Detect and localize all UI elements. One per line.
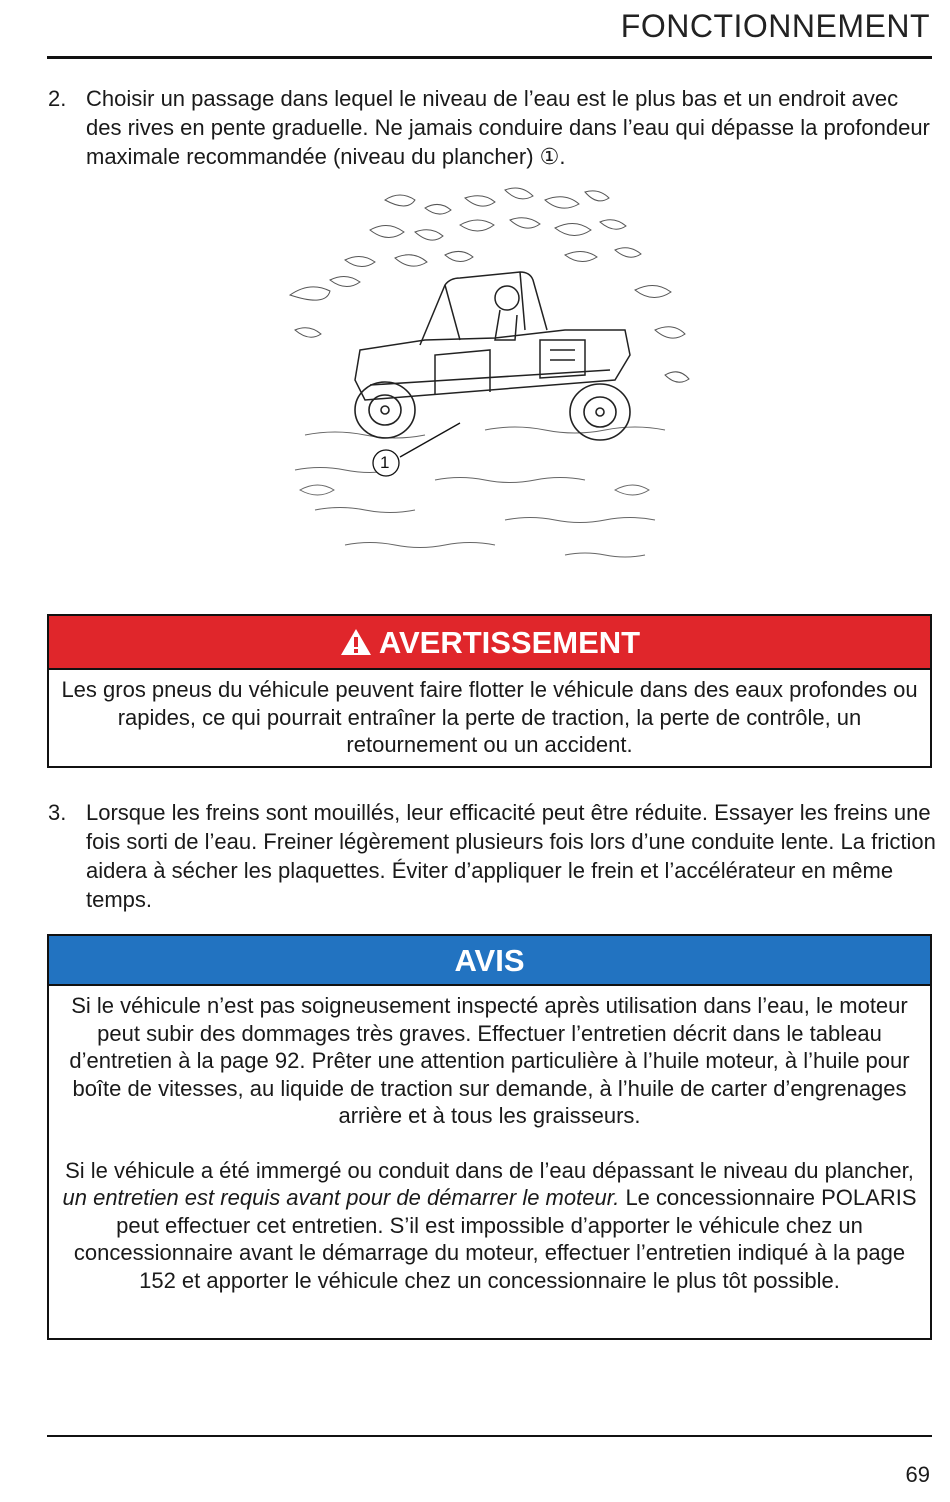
utv-water-crossing-illustration <box>285 180 695 575</box>
notice-paragraph-1: Si le véhicule n’est pas soigneusement inspecté après utilisation dans l’eau, le moteur peut subir des dommages très graves. Effectuer l’entretien décrit dans le tableau d’entretien à la page 92. Prêter une attention particulière à l’huile moteur, à l’huile pour boîte de vitesses, au liquide de traction sur demande, à l’huile de carter d’engrenages arrière et à tous les graisseurs. <box>69 993 910 1128</box>
warning-box <box>47 614 932 768</box>
section-title: FONCTIONNEMENT <box>620 8 930 44</box>
water-ripples <box>295 427 665 557</box>
notice-body <box>49 986 930 1300</box>
notice-paragraph-2 <box>59 1157 920 1295</box>
utv-wheels <box>355 382 630 440</box>
step-number: 2. <box>48 86 67 111</box>
utv-vehicle <box>355 272 630 400</box>
notice-box <box>47 934 932 1340</box>
step-3 <box>48 798 938 914</box>
step-text: Lorsque les freins sont mouillés, leur efficacité peut être réduite. Essayer les freins une fois sorti de l’eau. Freiner légèrement plusieurs fois lors d’une conduite lente. La friction aidera à sécher les plaquettes. Éviter d’appliquer le frein et l’accélérateur en même temps. <box>86 800 936 912</box>
page-number: 69 <box>905 1462 930 1487</box>
step-text: Choisir un passage dans lequel le niveau de l’eau est le plus bas et un endroit avec des rives en pente graduelle. Ne jamais conduire dans l’eau qui dépasse la profondeur maximale recommandée (niveau du plancher) ①. <box>86 86 930 169</box>
notice-banner <box>49 936 930 986</box>
callout-label: 1 <box>380 453 390 472</box>
warning-text: Les gros pneus du véhicule peuvent faire flotter le véhicule dans des eaux profondes ou rapides, ce qui pourrait entraîner la perte de traction, la perte de contrôle, un retournement ou un accident. <box>61 677 918 757</box>
notice-paragraph-2-start: Si le véhicule a été immergé ou conduit dans de l’eau dépassant le niveau du plancher, <box>65 1157 914 1183</box>
warning-banner <box>49 616 930 670</box>
notice-paragraph-2-italic: un entretien est requis avant pour de démarrer le moteur. <box>62 1185 620 1210</box>
notice-title: AVIS <box>454 943 525 978</box>
warning-title: AVERTISSEMENT <box>378 625 641 660</box>
header-rule <box>47 56 932 59</box>
notice-paragraph-2-end: Le concessionnaire POLARIS peut effectuer cet entretien. S’il est impossible d’apporter le véhicule chez un concessionnaire avant le démarrage du moteur, effectuer l’entretien indiqué à la page 152 et apporter le véhicule chez un concessionnaire le plus tôt possible. <box>73 1185 917 1293</box>
step-2 <box>48 84 938 171</box>
step-number: 3. <box>48 800 67 825</box>
footer-rule <box>47 1435 932 1437</box>
warning-triangle-icon <box>339 627 373 657</box>
